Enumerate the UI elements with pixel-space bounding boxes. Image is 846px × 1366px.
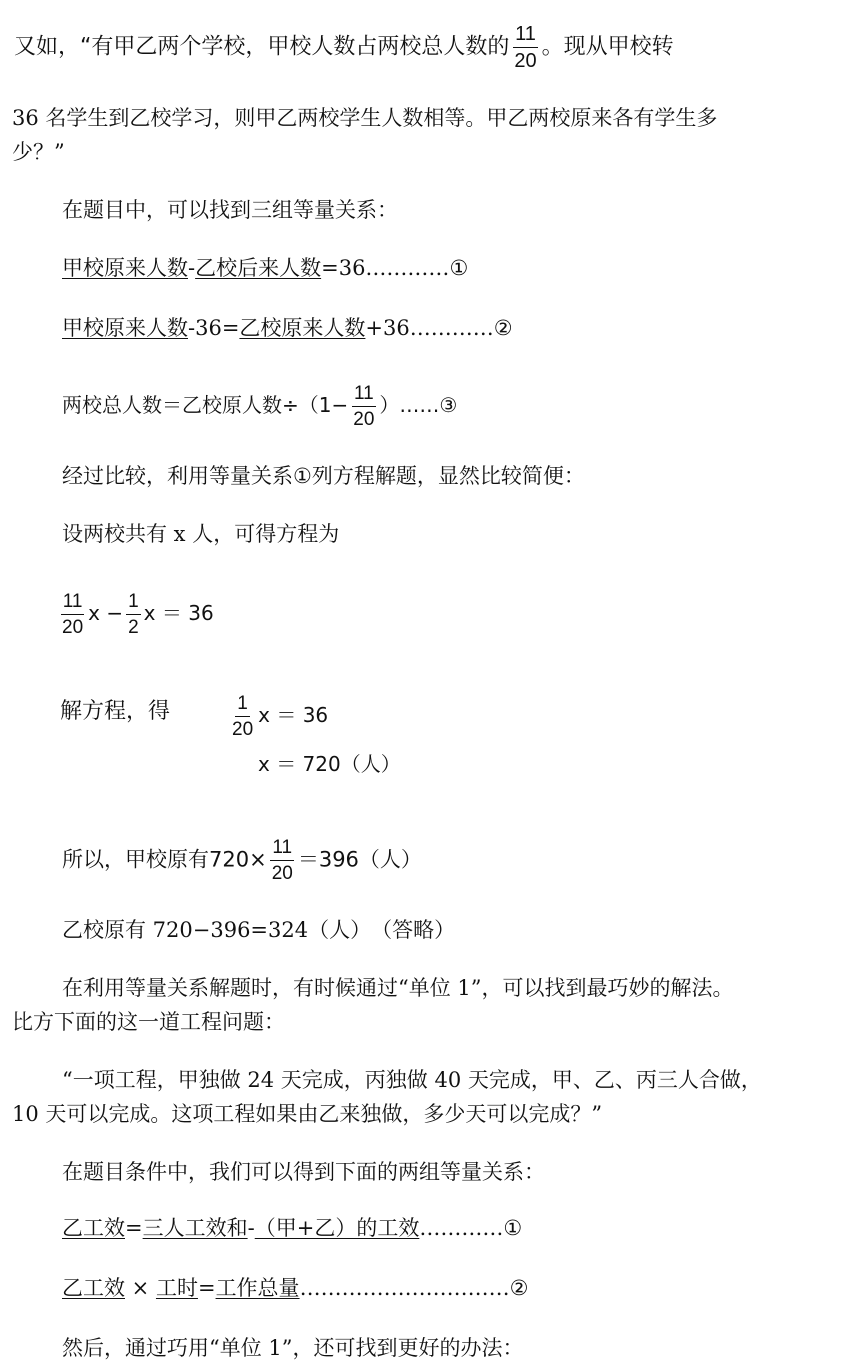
circled-number: ② [493,316,513,340]
paragraph-setup: 设两校共有 x 人，可得方程为 [62,522,340,546]
circled-number: ② [509,1276,529,1300]
paragraph-comparison [62,462,585,490]
eq-op: = [197,1276,216,1300]
numerator: 11 [61,592,85,615]
denominator: 2 [128,617,139,638]
equation-1 [62,254,468,282]
paragraph-problem-line1: “一项工程，甲独做 24 天完成，丙独做 40 天完成，甲、乙、丙三人合做， [62,1068,762,1092]
equation-3 [62,384,457,429]
eq-text: x ＝ 36 [258,703,329,727]
paragraph-intro-line1 [14,24,674,71]
paragraph-problem-line2: 10 天可以完成。这项工程如果由乙来独做，多少天可以完成？” [12,1102,603,1126]
fraction-11-20 [270,838,295,883]
circled-number: ① [293,464,312,488]
circled-number: ① [449,256,469,280]
eq-text: 两校总人数＝乙校原人数÷（1− [62,393,349,417]
paragraph-intro-line3: 少？” [12,140,65,164]
eq-op: - [188,256,196,280]
text: 。现从甲校转 [541,34,674,60]
result-school-a [62,838,422,883]
text: 经过比较，利用等量关系 [62,464,293,488]
eq-term: 乙工效 [62,1276,125,1300]
text: 又如，“有甲乙两个学校，甲校人数占两校总人数的 [14,34,510,60]
text: 列方程解题，显然比较简便： [311,464,585,488]
paragraph-better-method: 然后，通过巧用“单位 1”，还可找到更好的办法： [62,1336,524,1360]
paragraph-conditions: 在题目条件中，我们可以得到下面的两组等量关系： [62,1160,545,1184]
equation-work-1 [62,1214,522,1242]
eq-term: 工作总量 [215,1276,300,1300]
fraction-1-2 [126,592,141,637]
eq-term: 乙工效 [62,1216,125,1240]
eq-op: = [125,1216,143,1240]
denominator: 20 [271,863,293,884]
fraction-11-20 [351,384,376,429]
numerator: 1 [126,592,141,615]
eq-op: × [125,1276,156,1300]
eq-tail: =36………… [321,256,450,280]
numerator: 11 [270,838,294,861]
paragraph-unit1-line2: 比方下面的这一道工程问题： [12,1010,285,1034]
result-school-b: 乙校原有 720−396=324（人） （答略） [62,918,456,942]
eq-term: 甲校原来人数 [62,316,188,340]
denominator: 20 [353,409,375,430]
eq-term: 工时 [155,1276,198,1300]
eq-op: -36= [188,316,240,340]
eq-term: 乙校原来人数 [239,316,366,340]
paragraph-unit1-line1: 在利用等量关系解题时，有时候通过“单位 1”，可以找到最巧妙的解法。 [62,976,734,1000]
equation-work-2 [62,1274,528,1302]
circled-number: ③ [439,393,458,417]
eq-op: - [247,1216,255,1240]
solve-step-1 [230,694,328,739]
eq-text: x ＝ 36 [143,601,214,625]
eq-tail: ………… [419,1216,504,1240]
fraction-11-20 [60,592,85,637]
eq-tail: ………………………… [299,1276,510,1300]
equation-main [60,592,214,637]
solve-label: 解方程，得 [60,699,171,724]
eq-text: x − [88,601,124,625]
denominator: 20 [232,719,254,740]
eq-term: 甲校原来人数 [62,256,188,280]
fraction-11-20 [512,24,538,71]
denominator: 20 [62,617,84,638]
equation-2 [62,314,513,342]
eq-tail: +36………… [365,316,494,340]
paragraph-relations-intro: 在题目中，可以找到三组等量关系： [62,198,398,222]
eq-term: （甲+乙）的工效 [254,1216,420,1240]
numerator: 11 [513,24,538,48]
eq-term: 乙校后来人数 [195,256,322,280]
paragraph-intro-line2: 36 名学生到乙校学习，则甲乙两校学生人数相等。甲乙两校原来各有学生多 [12,106,718,130]
numerator: 1 [235,694,250,717]
circled-number: ① [503,1216,523,1240]
text: 所以，甲校原有720× [62,847,267,872]
denominator: 20 [514,50,537,72]
solve-step-2: x ＝ 720（人） [258,752,401,776]
fraction-1-20 [230,694,255,739]
eq-text: ）…… [379,393,440,417]
eq-term: 三人工效和 [142,1216,248,1240]
text: ＝396（人） [297,847,422,872]
numerator: 11 [352,384,376,407]
